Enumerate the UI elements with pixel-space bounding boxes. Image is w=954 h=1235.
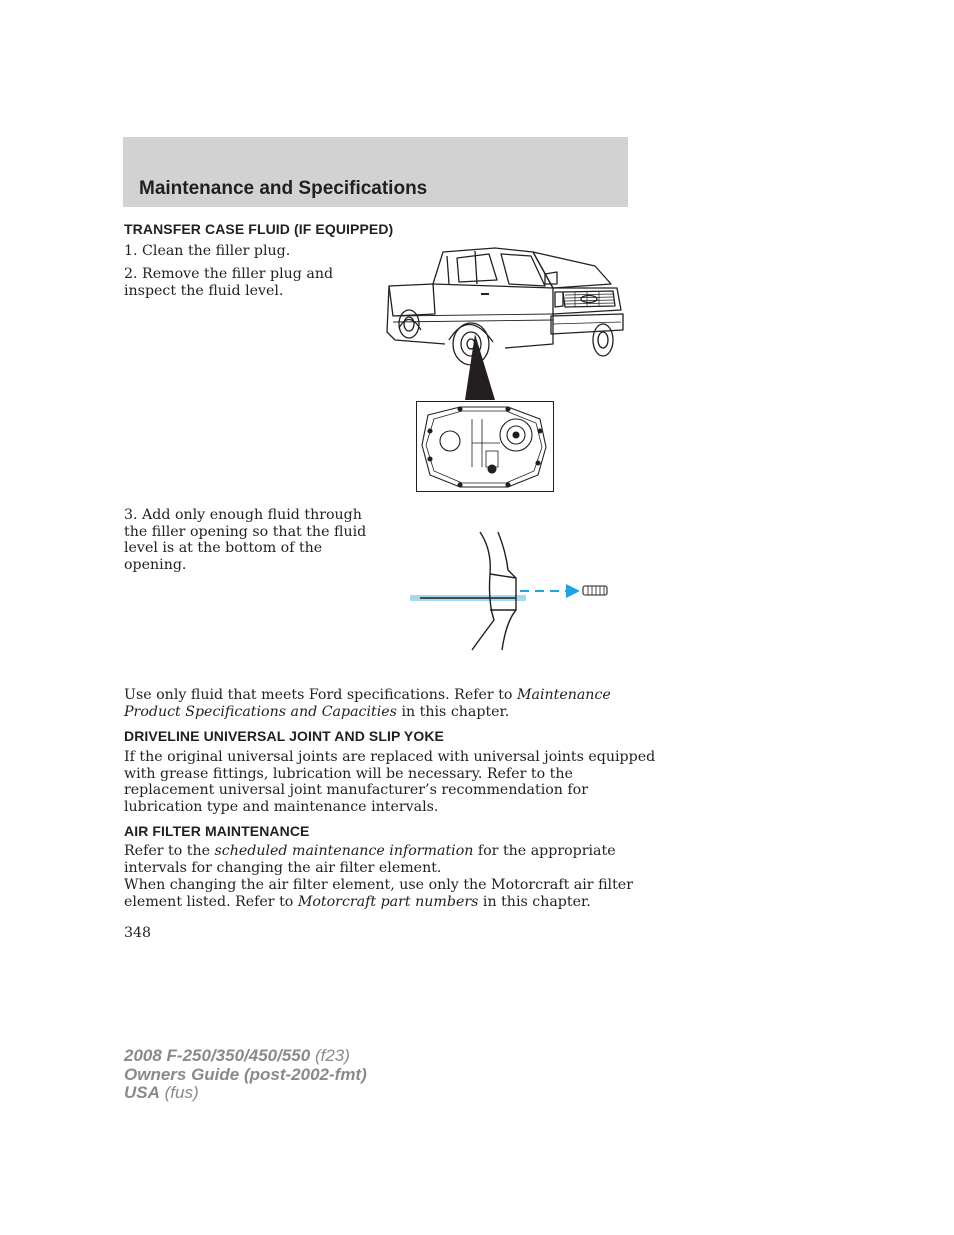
fluid-level-illustration	[410, 532, 610, 652]
air-filter-text: Refer to the	[124, 843, 215, 859]
document-footer	[124, 1047, 367, 1103]
air-filter-paragraph-2	[124, 877, 633, 910]
footer-line-1	[124, 1047, 367, 1066]
step-2-line-2: inspect the fluid level.	[124, 282, 284, 299]
step-2	[124, 266, 333, 299]
footer-market: USA	[124, 1083, 160, 1102]
fluid-spec-note-line-2	[124, 704, 611, 721]
page-title: Maintenance and Specifications	[139, 178, 428, 199]
footer-model-code: (f23)	[310, 1046, 350, 1065]
air-filter-p2-line-1: When changing the air filter element, use only the Motorcraft air filter	[124, 877, 633, 893]
note-reference-link-cont: Product Specifications and Capacities	[124, 703, 397, 720]
air-filter-p1-line-2: intervals for changing the air filter element.	[124, 859, 442, 876]
step-3-line-2: the filler opening so that the fluid	[124, 523, 367, 540]
section-heading-air-filter: AIR FILTER MAINTENANCE	[124, 823, 310, 839]
step-3	[124, 507, 366, 573]
note-reference-link: Maintenance	[516, 687, 611, 703]
step-3-line-1: 3. Add only enough fluid through	[124, 507, 362, 523]
truck-illustration	[385, 244, 625, 404]
air-filter-paragraph-1	[124, 843, 616, 876]
section-heading-transfer-case: TRANSFER CASE FLUID (IF EQUIPPED)	[124, 221, 394, 237]
section-heading-driveline: DRIVELINE UNIVERSAL JOINT AND SLIP YOKE	[124, 728, 444, 744]
air-filter-p1-line-1	[124, 843, 616, 860]
fluid-spec-note-line-1	[124, 687, 611, 704]
note-text: Use only fluid that meets Ford specifications. Refer to	[124, 687, 517, 703]
driveline-paragraph	[124, 749, 655, 815]
step-2-line-1: 2. Remove the filler plug and	[124, 266, 334, 282]
footer-market-code: (fus)	[159, 1083, 199, 1102]
air-filter-p2-text: element listed. Refer to	[124, 893, 298, 910]
transfer-case-detail	[416, 401, 554, 492]
driveline-line-3: replacement universal joint manufacturer’s recommendation for	[124, 782, 589, 798]
driveline-line-4: lubrication type and maintenance intervals.	[124, 798, 439, 815]
page-number: 348	[124, 925, 152, 941]
step-1: 1. Clean the filler plug.	[124, 243, 291, 259]
step-3-line-3: level is at the bottom of the	[124, 540, 323, 556]
fluid-spec-note	[124, 687, 611, 720]
scheduled-maintenance-reference: scheduled maintenance information	[214, 843, 474, 859]
driveline-line-2: with grease fittings, lubrication will be necessary. Refer to the	[124, 765, 573, 782]
footer-line-3	[124, 1084, 367, 1103]
step-3-line-4: opening.	[124, 556, 187, 573]
air-filter-text-end: for the appropriate	[473, 843, 616, 859]
footer-model: 2008 F-250/350/450/550	[124, 1046, 311, 1065]
air-filter-p2-line-2	[124, 894, 633, 911]
note-text-end: in this chapter.	[396, 703, 510, 720]
driveline-line-1: If the original universal joints are replaced with universal joints equipped	[124, 749, 656, 765]
footer-line-2: Owners Guide (post-2002-fmt)	[124, 1064, 367, 1084]
motorcraft-part-numbers-reference: Motorcraft part numbers	[297, 893, 479, 910]
air-filter-p2-text-end: in this chapter.	[478, 893, 591, 910]
